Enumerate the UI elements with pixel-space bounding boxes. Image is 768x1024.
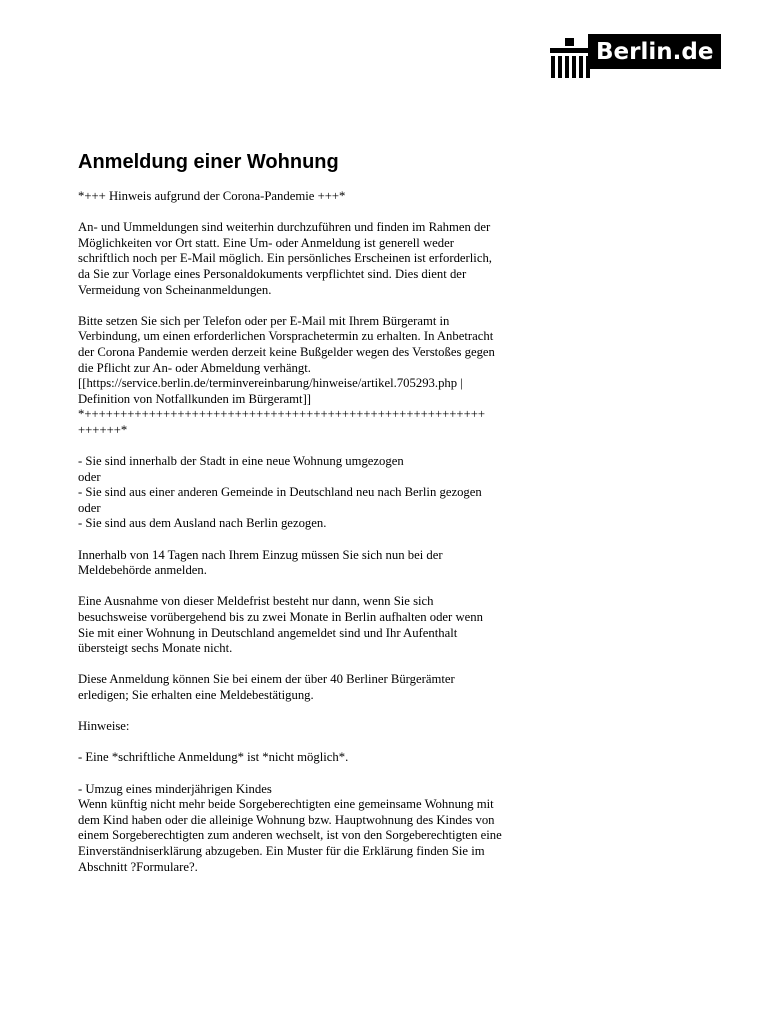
paragraph: - Eine *schriftliche Anmeldung* ist *nicht möglich*. bbox=[78, 750, 349, 765]
document-body bbox=[78, 150, 518, 891]
paragraph: Innerhalb von 14 Tagen nach Ihrem Einzug müssen Sie sich nun bei der Meldebehörde anmelden. bbox=[78, 547, 443, 578]
paragraph: Hinweise: bbox=[78, 719, 130, 734]
paragraph: - Sie sind innerhalb der Stadt in eine neue Wohnung umgezogen oder - Sie sind aus einer anderen Gemeinde in Deutschland neu nach Berlin gezogen oder - Sie sind aus dem Ausland nach Berlin gezogen. bbox=[78, 454, 482, 531]
paragraph: - Umzug eines minderjährigen Kindes Wenn künftig nicht mehr beide Sorgeberechtigten eine gemeinsame Wohnung mit dem Kind haben oder die alleinige Wohnung bzw. Hauptwohnung des Kindes von einem Sorgeberechtigten zum anderen wechselt, ist von den Sorgeberechtigten eine Einverständniserklärung abzugeben. Ein Muster für die Erklärung finden Sie im Abschnitt ?Formulare?. bbox=[78, 781, 502, 874]
paragraph: Eine Ausnahme von dieser Meldefrist besteht nur dann, wenn Sie sich besuchsweise vorübergehend bis zu zwei Monate in Berlin aufhalten oder wenn Sie mit einer Wohnung in Deutschland angemeldet sind und Ihr Aufenthalt übersteigt sechs Monate nicht. bbox=[78, 594, 483, 656]
page-title: Anmeldung einer Wohnung bbox=[78, 151, 339, 173]
paragraph: Bitte setzen Sie sich per Telefon oder per E-Mail mit Ihrem Bürgeramt in Verbindung, um einen erforderlichen Vorsprachetermin zu erhalten. In Anbetracht der Corona Pandemie werden derzeit keine Bußgelder wegen des Verstoßes gegen die Pflicht zur An- oder Abmeldung verhängt. [[https://service.berlin.de/terminvereinbarung/hinweise/artikel.705293.php | Definition von Notfallkunden im Bürgeramt]] *++++++++++++++++++++++++++++++++++++++++++++++++++++++++ ++++++* bbox=[78, 313, 495, 437]
logo-text: Berlin.de bbox=[588, 34, 721, 69]
paragraph: An- und Ummeldungen sind weiterhin durchzuführen und finden im Rahmen der Möglichkeiten vor Ort statt. Eine Um- oder Anmeldung ist generell weder schriftlich noch per E-Mail möglich. Ein persönliches Erscheinen ist erforderlich, da Sie zur Vorlage eines Personaldokuments verpflichtet sind. Dies dient der Vermeidung von Scheinanmeldungen. bbox=[78, 220, 492, 297]
berlin-de-logo[interactable] bbox=[550, 34, 721, 78]
paragraph: *+++ Hinweis aufgrund der Corona-Pandemie +++* bbox=[78, 189, 346, 203]
paragraph: Diese Anmeldung können Sie bei einem der über 40 Berliner Bürgerämter erledigen; Sie erhalten eine Meldebestätigung. bbox=[78, 672, 455, 702]
